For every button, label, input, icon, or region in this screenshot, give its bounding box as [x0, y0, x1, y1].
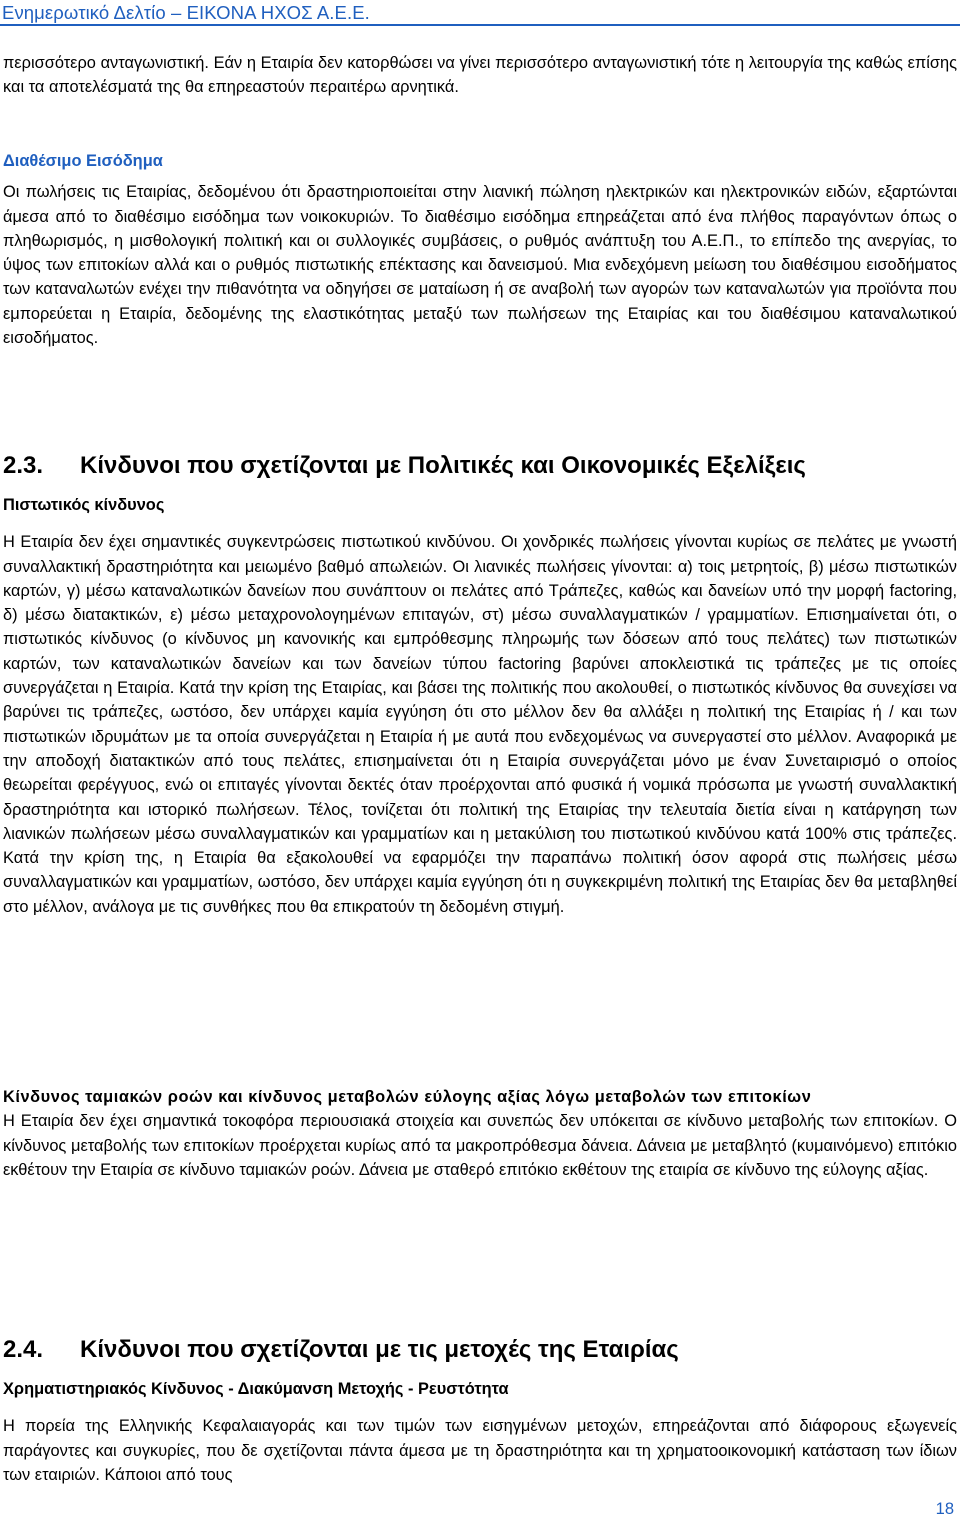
credit-risk-paragraph: Η Εταιρία δεν έχει σημαντικές συγκεντρώσεις πιστωτικού κινδύνου. Οι χονδρικές πωλήσεις γίνονται κυρίως σε πελάτες με γνωστή συναλλακτική δραστηριότητα και μειωμένο βαθμό απωλειών. Οι λιανικές πωλήσεις γίνονται: α) τοις μετρητοίς, β) μέσω πιστωτικών καρτών, γ) μέσω καταναλωτικών δανείων που συνάπτουν οι πελάτες από Τράπεζες, καθώς και δανείων υπό την μορφή factoring, δ) μέσω διατακτικών, ε) μέσω μεταχρονολογημένων επιταγών, στ) μέσω συναλλαγματικών / γραμματίων. Επισημαίνεται ότι, ο πιστωτικός κίνδυνος (ο κίνδυνος μη κανονικής και εμπρόθεσμης πληρωμής των δόσεων από τους πελάτες) των πιστωτικών καρτών, των καταναλωτικών δανείων και των δανείων τύπου factoring βαρύνει αποκλειστικά τις τράπεζες με τις οποίες συνεργάζεται η Εταιρία. Κατά την κρίση της Εταιρίας, και βάσει της πολιτικής που ακολουθεί, ο πιστωτικός κίνδυνος θα συνεχίσει να βαρύνει τις τράπεζες, ωστόσο, δεν υπάρχει καμία εγγύηση ότι στο μέλλον δεν θα αλλάξει η πολιτική της Εταιρίας ή / και των πιστωτικών ιδρυμάτων με τα οποία συνεργάζεται η Εταιρία ή με αυτά που ενδεχομένως να συνεργαστεί στο μέλλον. Αναφορικά με την αποδοχή διατακτικών από τους πελάτες, επισημαίνεται ότι η Εταιρία συνεργάζεται μόνο με έναν Συνεταιρισμό ο οποίος θεωρείται φερέγγυος, ενώ οι επιταγές γίνονται δεκτές όταν προέρχονται από φυσικά ή νομικά πρόσωπα με γνωστή συναλλακτική δραστηριότητα και ιστορικό πωλήσεων. Τέλος, τονίζεται ότι πολιτική της Εταιρίας την τελευταία διετία είναι η κατάργηση των λιανικών πωλήσεων μέσω συναλλαγματικών και γραμματίων και η μετακύλιση του πιστωτικού κινδύνου κατά 100% στις τράπεζες. Κατά την κρίση της, η Εταιρία θα εξακολουθεί να εφαρμόζει την παραπάνω πολιτική όσον αφορά στις πωλήσεις μέσω συναλλαγματικών και γραμματίων, ωστόσο, δεν υπάρχει καμία εγγύηση ότι η συγκεκριμένη πολιτική της Εταιρίας δεν θα μεταβληθεί στο μέλλον, ανάλογα με τις συνθήκες που θα επικρατούν τη δεδομένη στιγμή.	[3, 533, 957, 916]
section-2-3-title: Κίνδυνοι που σχετίζονται με Πολιτικές και Οικονομικές Εξελίξεις	[80, 452, 806, 479]
cashflow-risk-block	[3, 1085, 957, 1182]
disposable-income-heading: Διαθέσιμο Εισόδημα	[3, 152, 163, 170]
cashflow-risk-heading: Κίνδυνος ταμιακών ροών και κίνδυνος μεταβολών εύλογης αξίας λόγω μεταβολών των επιτοκίων	[3, 1088, 812, 1106]
credit-risk-heading: Πιστωτικός κίνδυνος	[3, 496, 165, 514]
header-divider	[0, 24, 960, 26]
market-risk-block	[3, 1377, 957, 1487]
market-risk-heading: Χρηματιστηριακός Κίνδυνος - Διακύμανση Μετοχής - Ρευστότητα	[3, 1380, 509, 1398]
page-number: 18	[935, 1500, 954, 1518]
section-2-4-heading	[3, 1335, 679, 1365]
intro-block	[3, 51, 957, 100]
section-2-4-title: Κίνδυνοι που σχετίζονται με τις μετοχές της Εταιρίας	[80, 1336, 679, 1363]
market-risk-paragraph: Η πορεία της Ελληνικής Κεφαλαιαγοράς και των τιμών των εισηγμένων μετοχών, επηρεάζονται από διάφορους εξωγενείς παράγοντες και συγκυρίες, που δε σχετίζονται πάντα άμεσα με τη δραστηριότητα και τη χρηματοοικονομική κατάσταση των ίδιων των εταιριών. Κάποιοι από τους	[3, 1417, 957, 1484]
document-header-title: Ενημερωτικό Δελτίο – ΕΙΚΟΝΑ ΗΧΟΣ Α.Ε.Ε.	[2, 2, 370, 23]
section-2-3-number: 2.3.	[3, 452, 44, 479]
disposable-income-block	[3, 149, 957, 350]
disposable-income-paragraph: Οι πωλήσεις τις Εταιρίας, δεδομένου ότι δραστηριοποιείται στην λιανική πώληση ηλεκτρικών και ηλεκτρονικών ειδών, εξαρτώνται άμεσα από το διαθέσιμο εισόδημα των νοικοκυριών. Το διαθέσιμο εισόδημα επηρεάζεται από ένα πλήθος παραγόντων όπως ο πληθωρισμός, η μισθολογική πολιτική και οι συλλογικές συμβάσεις, ο ρυθμός ανάπτυξη του Α.Ε.Π., το επίπεδο της ανεργίας, το ύψος των επιτοκίων αλλά και ο ρυθμός πιστωτικής επέκτασης και δανεισμού. Μια ενδεχόμενη μείωση του διαθέσιμου εισοδήματος των καταναλωτών ενέχει την πιθανότητα να οδηγήσει σε ματαίωση ή σε αναβολή των αγορών των καταναλωτών για προϊόντα που εμπορεύεται η Εταιρία, δεδομένης της ελαστικότητας μεταξύ των πωλήσεων της Εταιρίας και του διαθέσιμου καταναλωτικού εισοδήματος.	[3, 183, 957, 348]
intro-paragraph: περισσότερο ανταγωνιστική. Εάν η Εταιρία δεν κατορθώσει να γίνει περισσότερο ανταγωνιστική τότε η λειτουργία της καθώς επίσης και τα αποτελέσματά της θα επηρεαστούν περαιτέρω αρνητικά.	[3, 54, 957, 97]
credit-risk-block	[3, 493, 957, 919]
cashflow-risk-paragraph: Η Εταιρία δεν έχει σημαντικά τοκοφόρα περιουσιακά στοιχεία και συνεπώς δεν υπόκειται σε κίνδυνο μεταβολής των επιτοκίων. Ο κίνδυνος μεταβολής των επιτοκίων προέρχεται κυρίως από τα μακροπρόθεσμα δάνεια. Δάνεια με μεταβλητό (κυμαινόμενο) επιτόκιο εκθέτουν την Εταιρία σε κίνδυνο ταμιακών ροών. Δάνεια με σταθερό επιτόκιο εκθέτουν της εταιρία σε κίνδυνο της εύλογης αξίας.	[3, 1112, 957, 1179]
section-2-3-heading	[3, 451, 806, 481]
section-2-4-number: 2.4.	[3, 1336, 44, 1363]
